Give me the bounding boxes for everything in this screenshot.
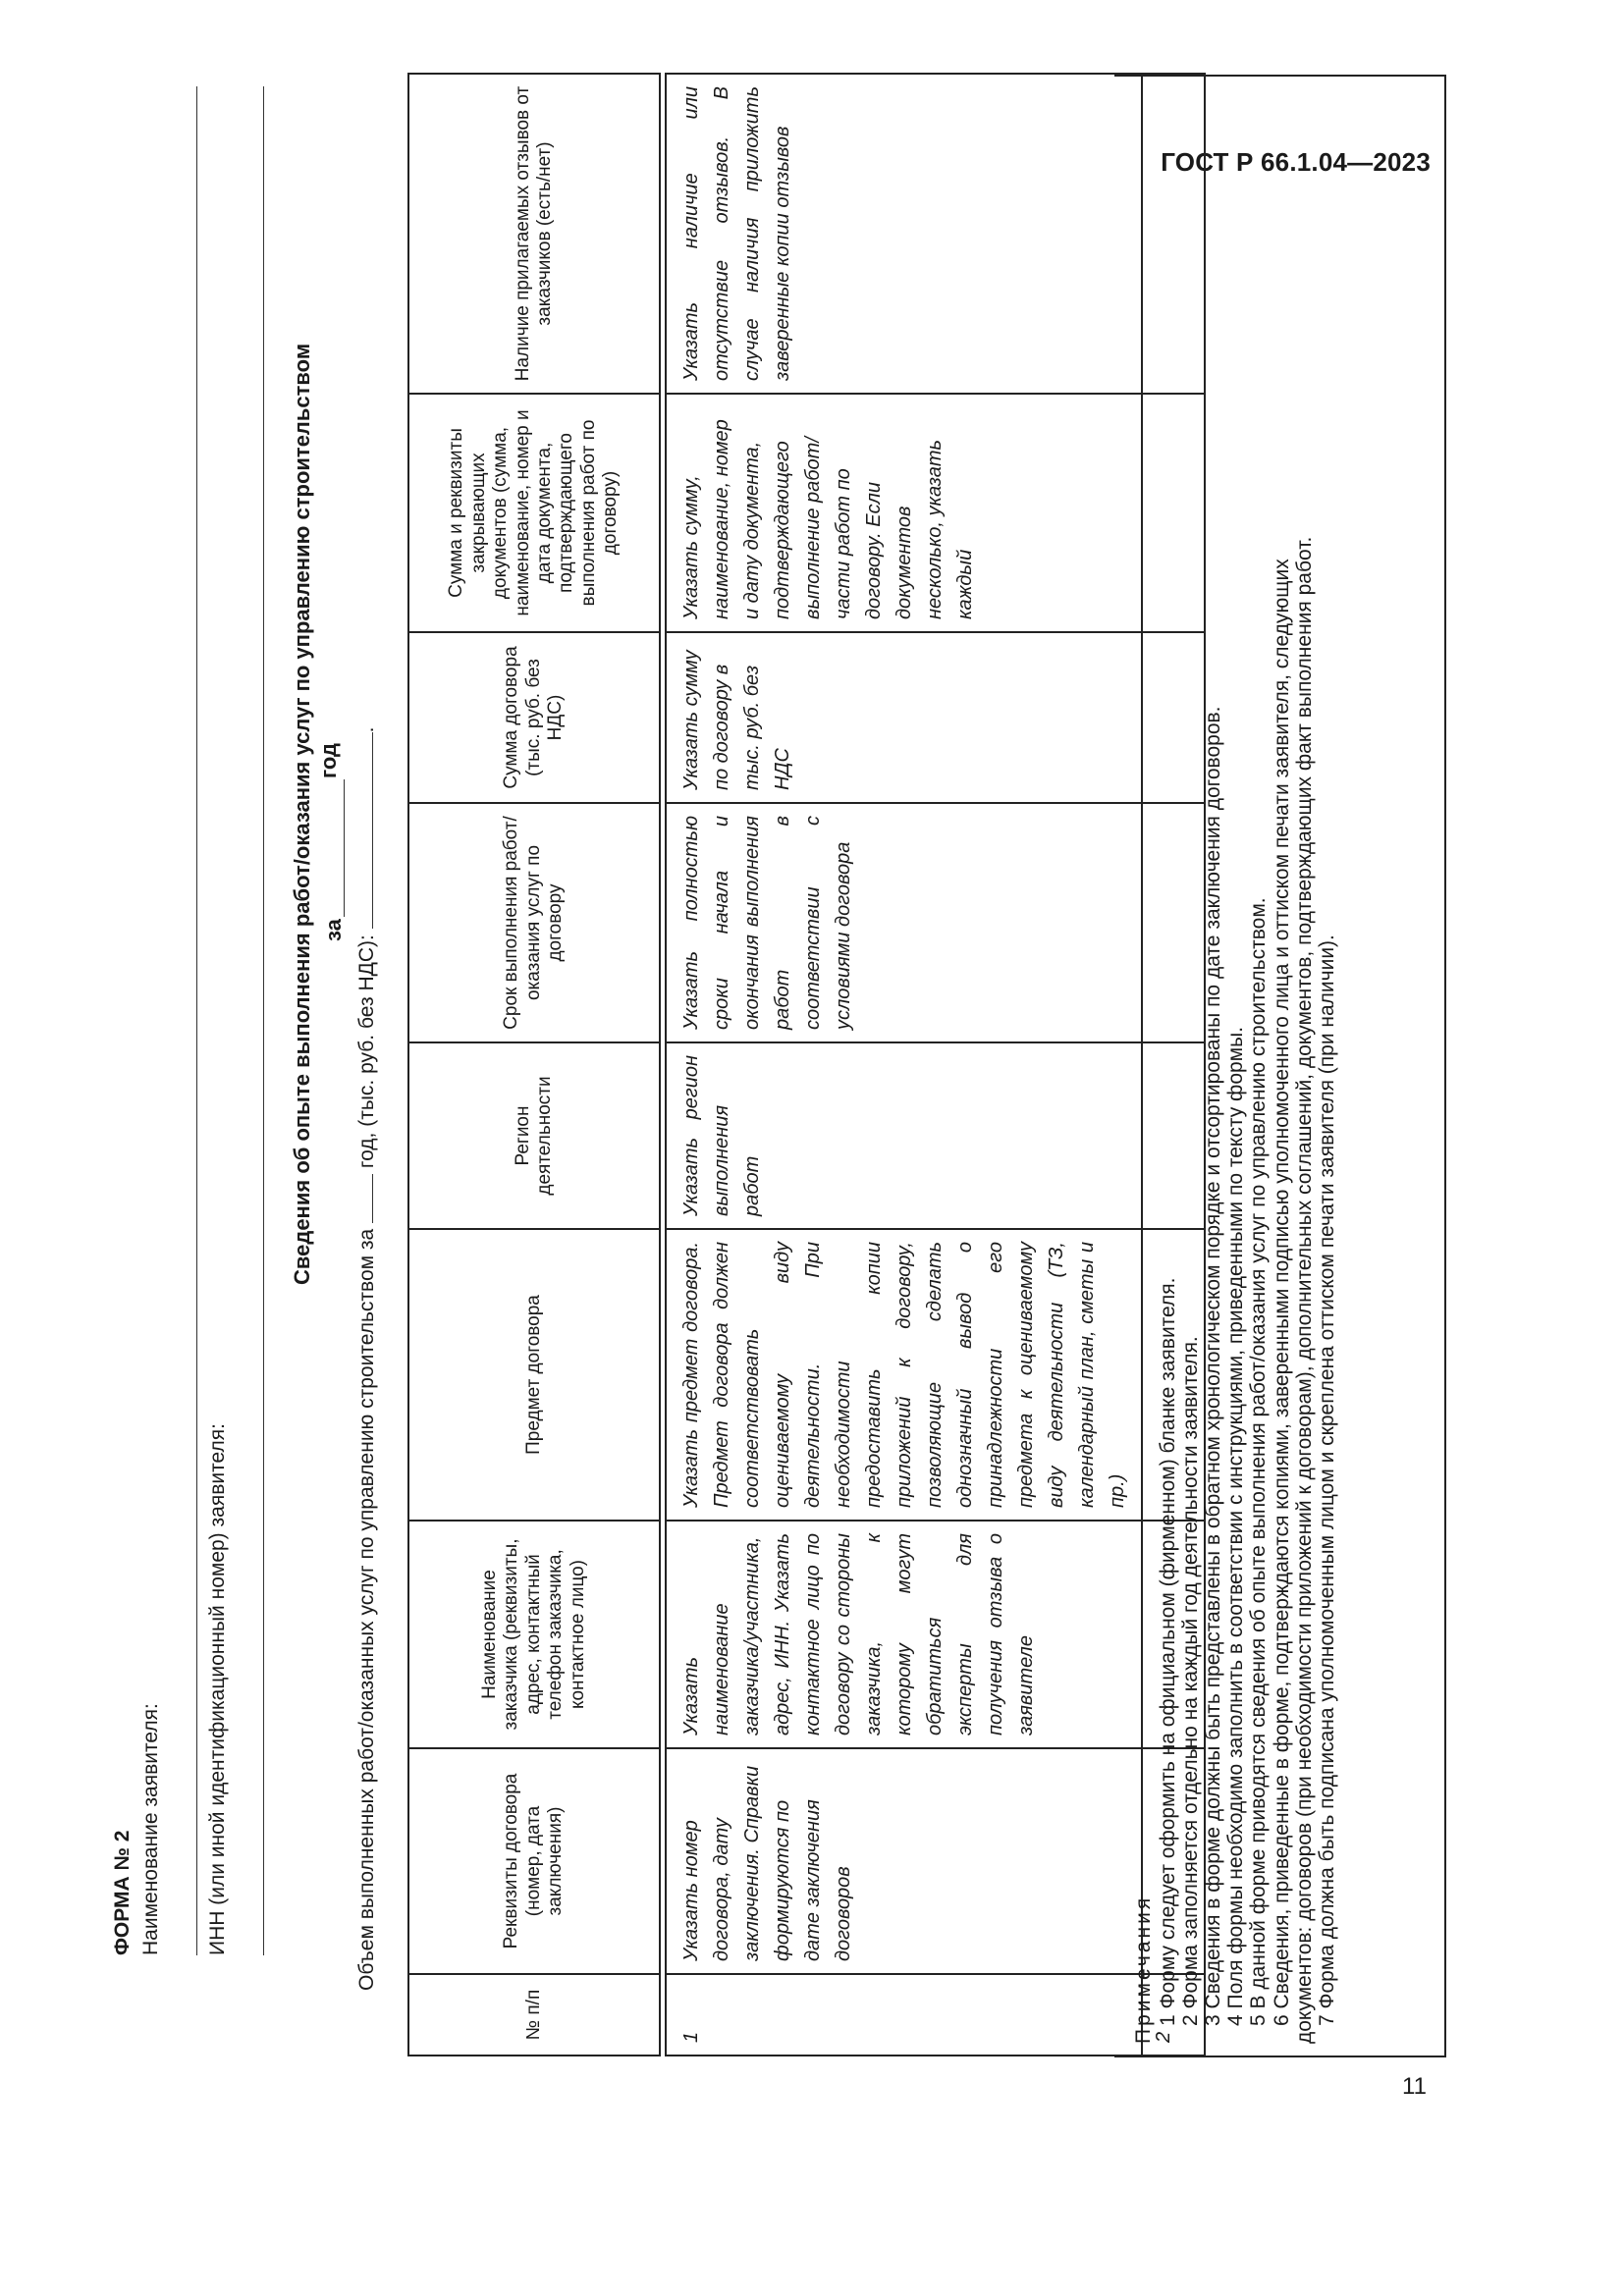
row1-customer: Указать наименование заказчика/участника, адрес, ИНН. Указать контактное лицо по договору со стороны заказчика, к которому могут обратиться эксперты для получения отзыва о заявителе	[666, 1521, 1142, 1748]
row1-subject: Указать предмет договора. Предмет договора должен соответствовать оцениваемому виду деятельности. При необходимости предоставить копии приложений к договору, позволяющие сделать однозначный вывод о принадлежности его предмета к оцениваемому виду деятельности (ТЗ, календарный план, сметы и пр.)	[666, 1229, 1142, 1521]
row1-reviews: Указать наличие или отсутствие отзывов. В случае наличия приложить заверенные копии отзывов	[666, 74, 1142, 394]
experience-table	[407, 73, 1206, 2056]
row1-closing-docs: Указать сумму, наименование, номер и дату документа, подтверждающего выполнение работ/части работ по договору. Если документов несколько, указать каждый	[666, 394, 1142, 632]
volume-year-blank	[372, 1174, 373, 1223]
header-cell-customer: Наименование заказчика (реквизиты, адрес, контактный телефон заказчика, контактное лицо)	[408, 1521, 660, 1748]
report-title: Сведения об опыте выполнения работ/оказания услуг по управлению строительством	[290, 343, 314, 1285]
table-header-row	[408, 74, 660, 2056]
header-cell-contract-details: Реквизиты договора (номер, дата заключения)	[408, 1748, 660, 1974]
table-row	[666, 74, 1142, 2056]
header-cell-closing-docs: Сумма и реквизиты закрывающих документов (сумма, наименование, номер и дата документа, подтверждающего выполнения работ по договору)	[408, 394, 660, 632]
volume-line	[355, 726, 379, 1991]
form-title: ФОРМА № 2	[111, 1830, 134, 1955]
volume-prefix: Объем выполненных работ/оказанных услуг по управлению строительством за	[355, 1228, 378, 1991]
note-item: 2 Форма заполняется отдельно на каждый год деятельности заявителя.	[1179, 1336, 1203, 2026]
row2-num: 2	[1142, 1974, 1205, 2056]
inn-label: ИНН (или иной идентификационный номер) заявителя:	[206, 1423, 229, 1955]
header-cell-term: Срок выполнения работ/оказания услуг по договору	[408, 803, 660, 1042]
header-cell-region: Регион деятельности	[408, 1042, 660, 1229]
notes-title: Примечания	[1132, 1895, 1155, 2044]
row1-term: Указать полностью сроки начала и окончания выполнения работ в соответствии с условиями договора	[666, 803, 1142, 1042]
volume-middle: год, (тыс. руб. без НДС):	[355, 934, 378, 1169]
note-item: 1 Форму следует оформить на официальном (фирменном) бланке заявителя.	[1157, 1277, 1180, 2026]
year-blank-line	[344, 779, 345, 917]
note-item: 5 В данной форме приводятся сведения об опыте выполнения работ/оказания услуг по управлению строительством.	[1247, 897, 1271, 2026]
row1-contract-details: Указать номер договора, дату заключения. Справки формируются по дате заключения договоров	[666, 1748, 1142, 1974]
volume-amount-blank	[372, 732, 373, 929]
header-cell-reviews: Наличие прилагаемых отзывов от заказчиков (есть/нет)	[408, 74, 660, 394]
note-item: 6 Сведения, приведенные в форме, подтверждаются копиями, заверенными подписью уполномоченного лица и оттиском печати заявителя, следующих	[1270, 559, 1293, 2026]
title-za: за	[321, 919, 346, 941]
row1-num: 1	[666, 1974, 1142, 2056]
notes-block	[1114, 75, 1446, 2057]
applicant-name-line	[196, 86, 197, 1955]
title-god: год	[316, 743, 341, 778]
note-item: 7 Форма должна быть подписана уполномоченным лицом и скреплена оттиском печати заявителя (при наличии).	[1315, 934, 1338, 2026]
row1-amount: Указать сумму по договору в тыс. руб. без НДС	[666, 632, 1142, 803]
inn-line	[263, 86, 264, 1955]
note-item: 4 Поля формы необходимо заполнить в соответствии с инструкциями, приведенными по тексту формы.	[1224, 1026, 1248, 2026]
volume-suffix: .	[355, 726, 378, 733]
header-cell-num: № п/п	[408, 1974, 660, 2056]
note-item: 3 Сведения в форме должны быть представлены в обратном хронологическом порядке и отсортированы по дате заключения договоров.	[1202, 706, 1225, 2026]
row1-region: Указать регион выполнения работ	[666, 1042, 1142, 1229]
applicant-name-label: Наименование заявителя:	[139, 1703, 162, 1955]
header-cell-subject: Предмет договора	[408, 1229, 660, 1521]
note-item-continuation: документов: договоров (при необходимости приложений к договорам), дополнительных соглашений, документов, подтверждающих факт выполнения работ.	[1292, 536, 1316, 2044]
page-number: 11	[1402, 2073, 1427, 2100]
header-cell-amount: Сумма договора (тыс. руб. без НДС)	[408, 632, 660, 803]
document-code: ГОСТ Р 66.1.04—2023	[1161, 147, 1431, 177]
